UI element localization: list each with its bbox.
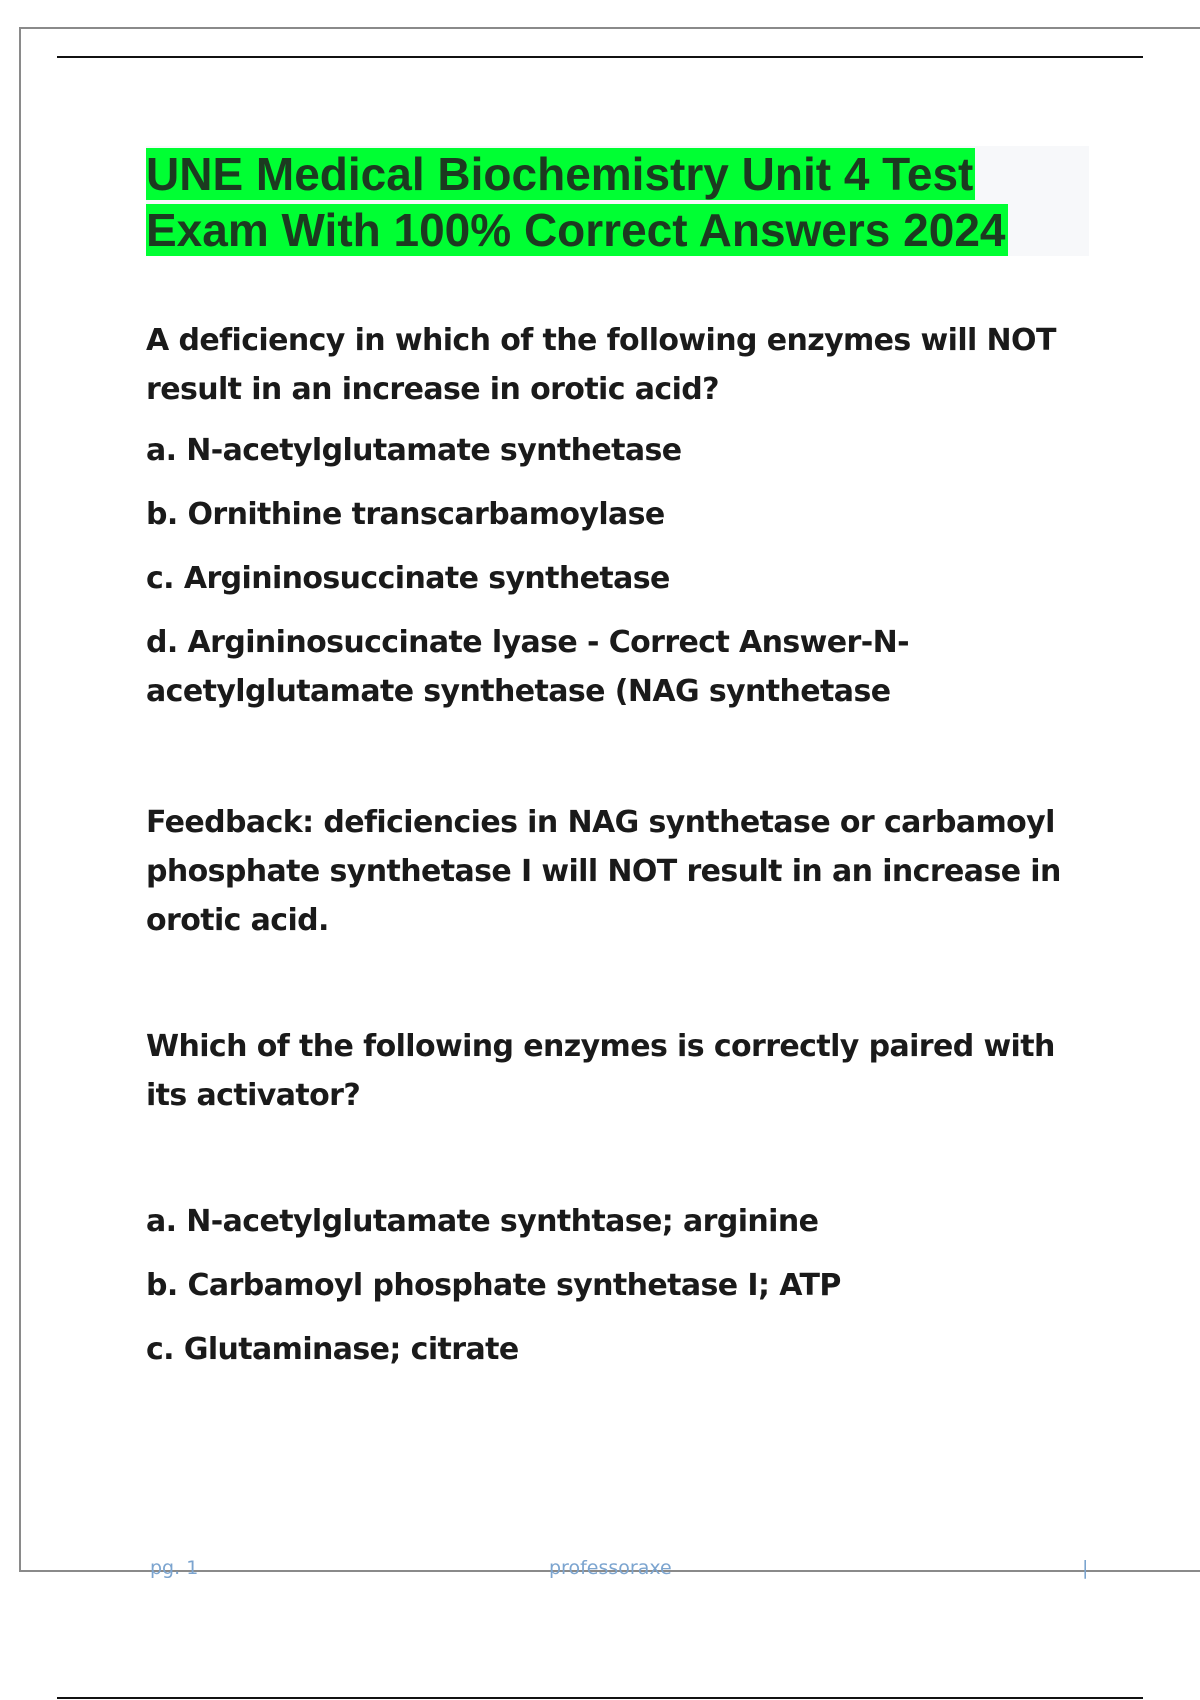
footer-separator: |: [1082, 1557, 1089, 1579]
question-2-option-a: a. N-acetylglutamate synthtase; arginine: [146, 1204, 819, 1239]
document-title: [146, 146, 1089, 258]
header-rule: [57, 56, 1143, 58]
question-2-option-b: b. Carbamoyl phosphate synthetase I; ATP: [146, 1268, 841, 1303]
footer-page-number: pg. 1: [150, 1557, 199, 1579]
footer-rule: [57, 1697, 1143, 1699]
question-1-option-d-answer: d. Argininosuccinate lyase - Correct Answer-N-acetylglutamate synthetase (NAG synthetase: [146, 625, 909, 709]
question-1-option-c: c. Argininosuccinate synthetase: [146, 561, 670, 596]
question-1-option-b: b. Ornithine transcarbamoylase: [146, 497, 665, 532]
title-block: [146, 146, 1089, 256]
question-1-option-a: a. N-acetylglutamate synthetase: [146, 433, 682, 468]
question-2-prompt: Which of the following enzymes is correctly paired with its activator?: [146, 1029, 1055, 1113]
question-2-option-c: c. Glutaminase; citrate: [146, 1332, 519, 1367]
question-1-prompt: A deficiency in which of the following enzymes will NOT result in an increase in orotic acid?: [146, 323, 1056, 407]
title-line-1: UNE Medical Biochemistry Unit 4 Test: [146, 148, 974, 200]
title-line-2: Exam With 100% Correct Answers 2024: [146, 204, 1006, 256]
question-1-feedback: Feedback: deficiencies in NAG synthetase or carbamoyl phosphate synthetase I will NOT result in an increase in orotic acid.: [146, 805, 1061, 938]
footer-site-name: professoraxe: [549, 1557, 672, 1579]
